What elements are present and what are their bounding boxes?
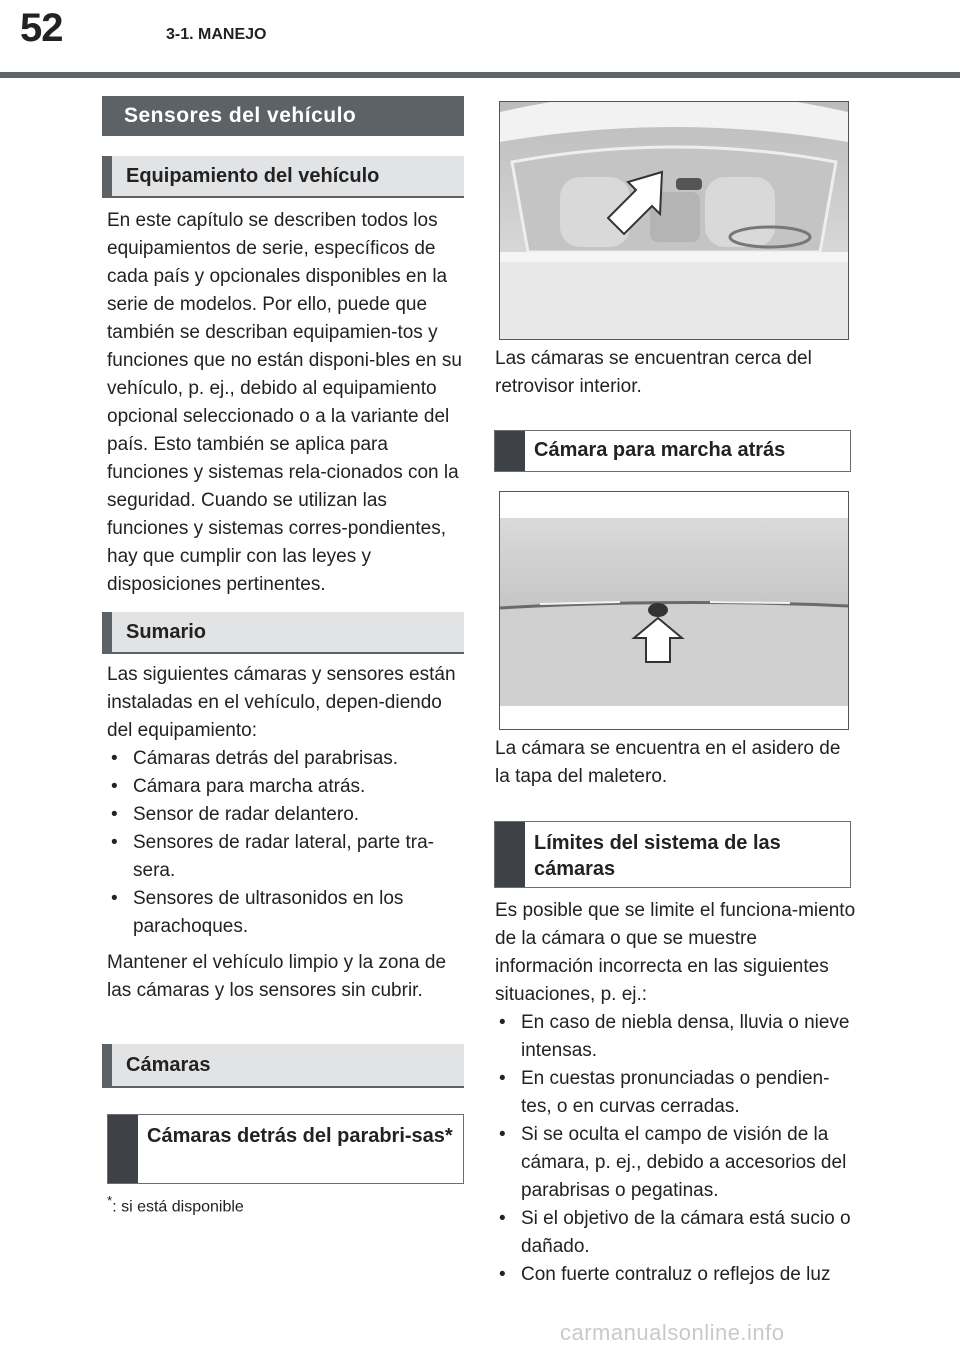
summary-note: Mantener el vehículo limpio y la zona de las cámaras y los sensores sin cubrir. xyxy=(107,952,447,1001)
subheading-camaras xyxy=(102,1044,464,1088)
list-item: • Si se oculta el campo de visión de la cámara, p. ej., debido a accesorios del parabrisas o pegatinas. xyxy=(495,1121,857,1205)
header-rule xyxy=(0,72,960,78)
list-item: • Sensor de radar delantero. xyxy=(107,801,465,829)
page-number: 52 xyxy=(20,6,63,50)
limits-intro: Es posible que se limite el funciona-miento de la cámara o que se muestre información incorrecta en las siguientes situaciones, p. ej.: xyxy=(495,900,856,1005)
list-item: • Sensores de radar lateral, parte tra-sera. xyxy=(107,829,465,885)
photo-rear-view-mirror xyxy=(499,101,849,340)
subheading-text: Sumario xyxy=(126,620,207,643)
list-item: • Cámaras detrás del parabrisas. xyxy=(107,745,465,773)
list-item: • En caso de niebla densa, lluvia o nieve intensas. xyxy=(495,1009,857,1065)
subheading-equipamiento xyxy=(102,156,464,198)
subheading-bar xyxy=(102,156,112,196)
box-bar xyxy=(108,1115,138,1183)
caption-text: La cámara se encuentra en el asidero de la tapa del maletero. xyxy=(495,738,841,787)
list-item: • Cámara para marcha atrás. xyxy=(107,773,465,801)
caption-trunk xyxy=(495,735,855,791)
section-title: Sensores del vehículo xyxy=(102,96,464,136)
boxed-heading-text: Límites del sistema de las cámaras xyxy=(534,832,781,880)
subheading-bar xyxy=(102,612,112,652)
box-bar xyxy=(495,822,525,887)
list-item: • Sensores de ultrasonidos en los parachoques. xyxy=(107,885,465,941)
box-bar xyxy=(495,431,525,471)
list-item: • Con fuerte contraluz o reflejos de luz xyxy=(495,1261,857,1289)
summary-intro: Las siguientes cámaras y sensores están instaladas en el vehículo, depen-diendo del equipamiento: xyxy=(107,664,456,741)
footnote-mark: * xyxy=(107,1193,113,1208)
summary-block xyxy=(107,661,465,1005)
list-item: • En cuestas pronunciadas o pendien-tes, o en curvas cerradas. xyxy=(495,1065,857,1121)
intro-text: En este capítulo se describen todos los equipamientos de serie, específicos de cada país y opcionales disponibles en la serie de modelos. Por ello, puede que también se describan equipamien-tos y funciones que no están disponi-bles en su vehículo, p. ej., debido al equipamiento opcional seleccionado o a la variante del país. Esto también se aplica para funciones y sistemas rela-cionados con la seguridad. Cuando se utilizan las funciones y sistemas corres-pondientes, hay que cumplir con las leyes y disposiciones pertinentes. xyxy=(107,210,462,595)
footnote xyxy=(107,1193,244,1216)
photo-trunk-camera xyxy=(499,491,849,730)
footnote-text: : si está disponible xyxy=(112,1198,244,1216)
limits-block xyxy=(495,897,857,1289)
caption-mirror xyxy=(495,345,855,401)
boxed-heading-text: Cámaras detrás del parabri-sas* xyxy=(147,1125,453,1147)
subheading-bar xyxy=(102,1044,112,1086)
subheading-text: Equipamiento del vehículo xyxy=(126,164,380,187)
subheading-sumario xyxy=(102,612,464,654)
caption-text: Las cámaras se encuentran cerca del retrovisor interior. xyxy=(495,348,812,397)
subheading-text: Cámaras xyxy=(126,1053,211,1076)
boxed-heading-text: Cámara para marcha atrás xyxy=(534,439,786,461)
limits-list xyxy=(495,1009,857,1289)
watermark: carmanualsonline.info xyxy=(560,1320,785,1345)
boxed-heading-rear-camera xyxy=(494,430,851,472)
chapter-title: 3-1. MANEJO xyxy=(166,26,267,43)
boxed-heading-camera-limits xyxy=(494,821,851,888)
intro-paragraph xyxy=(107,207,467,599)
sensor-list xyxy=(107,745,465,941)
boxed-heading-windshield-cameras xyxy=(107,1114,464,1184)
list-item: • Si el objetivo de la cámara está sucio o dañado. xyxy=(495,1205,857,1261)
